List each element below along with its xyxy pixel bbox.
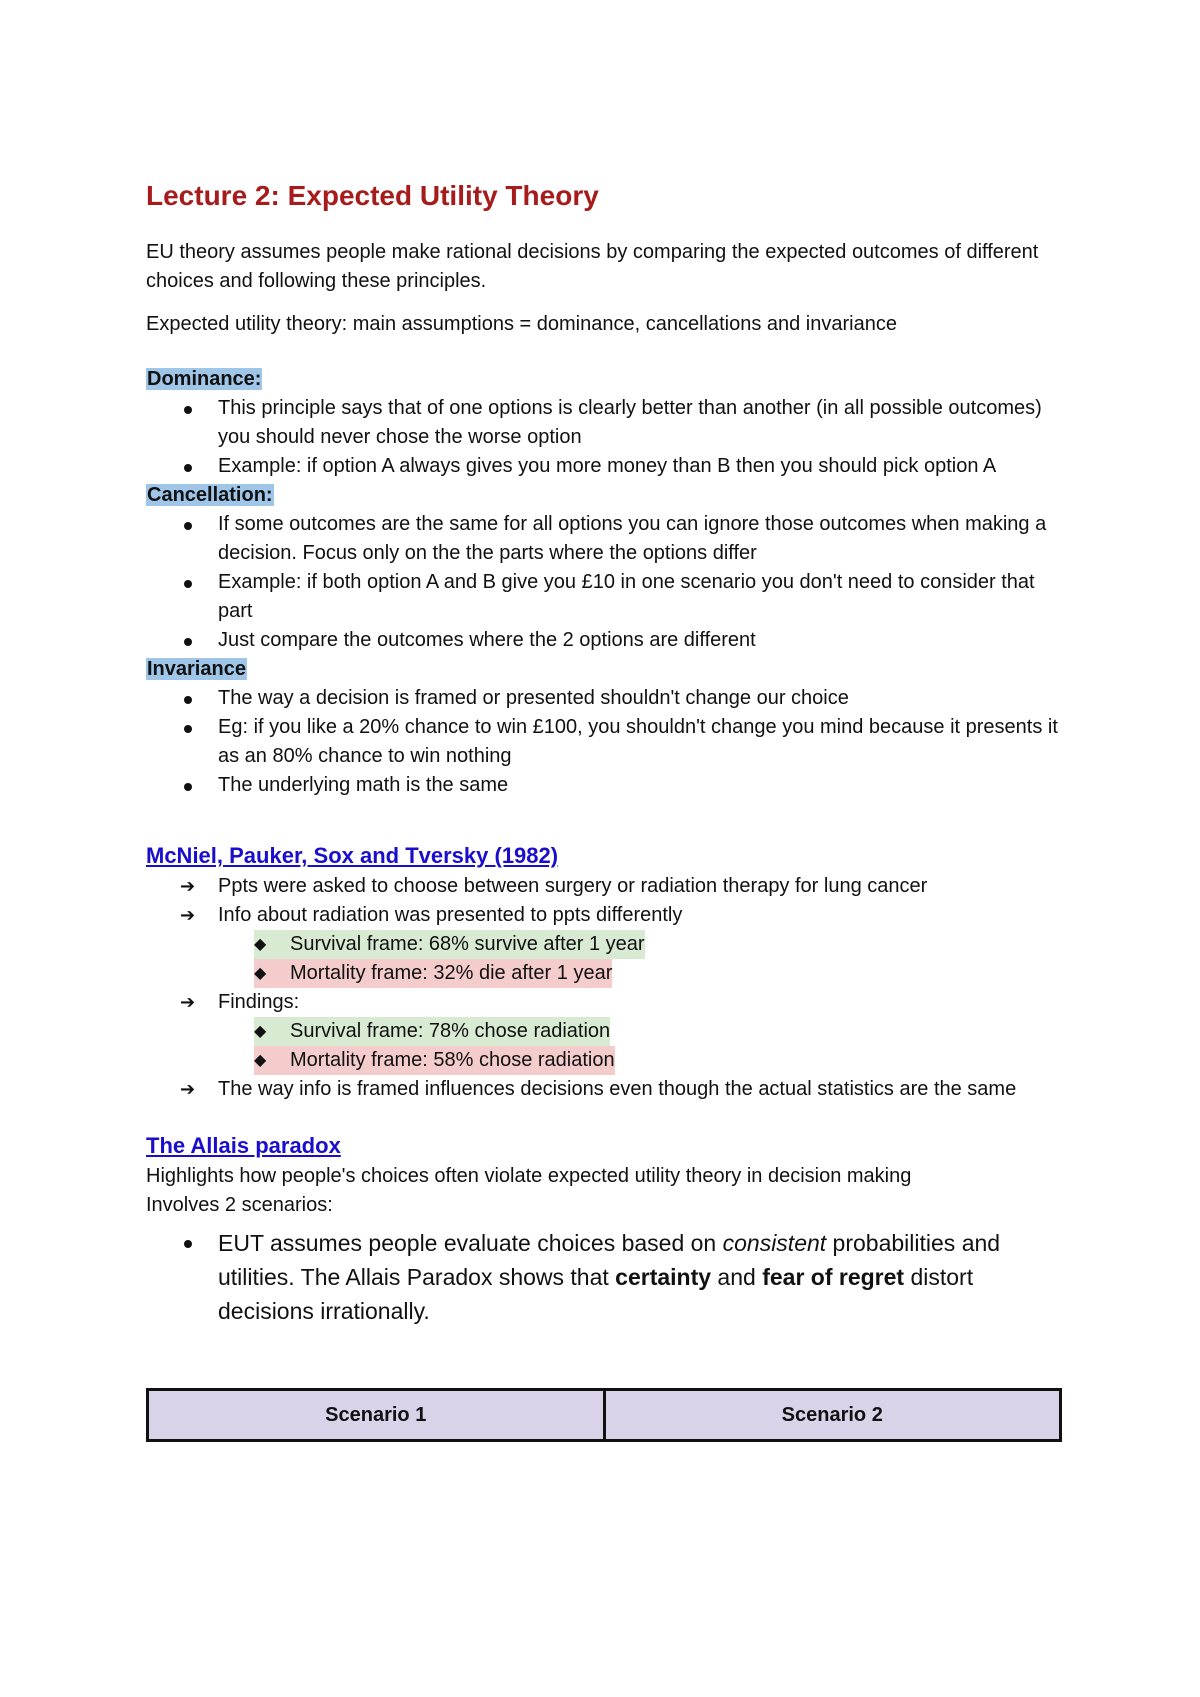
emphasis-text: consistent	[722, 1230, 827, 1256]
list-item: Example: if both option A and B give you £10 in one scenario you don't need to consider that part	[218, 568, 1066, 626]
arrow-icon: ➔	[180, 905, 196, 925]
text-run: and	[711, 1264, 763, 1290]
list-item: Eg: if you like a 20% chance to win £100, you shouldn't change you mind because it presents it as an 80% chance to win nothing	[218, 713, 1066, 771]
assumptions-paragraph: Expected utility theory: main assumptions = dominance, cancellations and invariance	[146, 313, 897, 335]
list-item: If some outcomes are the same for all options you can ignore those outcomes when making a decision. Focus only on the the parts where the options differ	[218, 510, 1066, 568]
cancellation-heading-text: Cancellation:	[147, 484, 273, 506]
arrow-icon: ➔	[180, 876, 196, 896]
table-row	[148, 1390, 1061, 1441]
intro-paragraph: EU theory assumes people make rational decisions by comparing the expected outcomes of different choices and following these principles.	[146, 241, 1039, 292]
bold-text: fear of regret	[762, 1264, 905, 1290]
dominance-heading	[146, 365, 1066, 394]
mcneil-list	[146, 872, 1066, 1104]
mortality-frame-text: Mortality frame: 32% die after 1 year	[290, 962, 613, 984]
cancellation-list	[146, 510, 1066, 655]
list-item: This principle says that of one options is clearly better than another (in all possible outcomes) you should never chose the worse option	[218, 394, 1066, 452]
findings-sublist	[218, 1017, 1066, 1075]
list-item-text: Findings:	[218, 991, 300, 1013]
arrow-icon: ➔	[180, 1079, 196, 1099]
scenario-table	[146, 1388, 1062, 1442]
list-item	[180, 901, 1066, 988]
list-item	[254, 959, 1066, 988]
mortality-finding-text: Mortality frame: 58% chose radiation	[290, 1049, 615, 1071]
diamond-icon: ◆	[254, 936, 267, 953]
dominance-list	[146, 394, 1066, 481]
arrow-icon: ➔	[180, 992, 196, 1012]
cancellation-heading	[146, 481, 1066, 510]
list-item: Example: if option A always gives you more money than B then you should pick option A	[218, 452, 1066, 481]
list-item	[180, 872, 1066, 901]
invariance-heading-text: Invariance	[147, 658, 246, 680]
list-item	[180, 988, 1066, 1075]
diamond-icon: ◆	[254, 1052, 267, 1069]
table-header-scenario-1: Scenario 1	[148, 1390, 605, 1441]
invariance-list	[146, 684, 1066, 800]
list-item	[218, 1226, 1066, 1328]
survival-finding-text: Survival frame: 78% chose radiation	[290, 1020, 611, 1042]
allais-list	[146, 1226, 1066, 1328]
bold-text: certainty	[615, 1264, 712, 1290]
frame-sublist	[218, 930, 1066, 988]
text-run: probabilities and utilities. The Allais Paradox shows that	[218, 1230, 1001, 1290]
table-header-scenario-2: Scenario 2	[604, 1390, 1061, 1441]
text-run: distort decisions irrationally.	[218, 1264, 974, 1324]
list-item-text: Info about radiation was presented to ppts differently	[218, 904, 683, 926]
list-item-text: The way info is framed influences decisions even though the actual statistics are the same	[218, 1078, 1017, 1100]
page-title: Lecture 2: Expected Utility Theory	[146, 180, 599, 211]
diamond-icon: ◆	[254, 1023, 267, 1040]
list-item: Just compare the outcomes where the 2 options are different	[218, 626, 1066, 655]
list-item-text: Ppts were asked to choose between surgery or radiation therapy for lung cancer	[218, 875, 928, 897]
list-item	[254, 1046, 1066, 1075]
list-item	[254, 930, 1066, 959]
allais-heading-link[interactable]: The Allais paradox	[146, 1133, 341, 1158]
allais-line-2: Involves 2 scenarios:	[146, 1194, 333, 1216]
invariance-heading	[146, 655, 1066, 684]
list-item	[254, 1017, 1066, 1046]
mcneil-heading-link[interactable]: McNiel, Pauker, Sox and Tversky (1982)	[146, 843, 559, 868]
list-item	[180, 1075, 1066, 1104]
diamond-icon: ◆	[254, 965, 267, 982]
list-item: The way a decision is framed or presented shouldn't change our choice	[218, 684, 1066, 713]
survival-frame-text: Survival frame: 68% survive after 1 year	[290, 933, 645, 955]
text-run: EUT assumes people evaluate choices based on	[218, 1230, 723, 1256]
list-item: The underlying math is the same	[218, 771, 1066, 800]
dominance-heading-text: Dominance:	[147, 368, 262, 390]
document-content	[146, 176, 1066, 1442]
allais-line-1: Highlights how people's choices often violate expected utility theory in decision making	[146, 1165, 912, 1187]
